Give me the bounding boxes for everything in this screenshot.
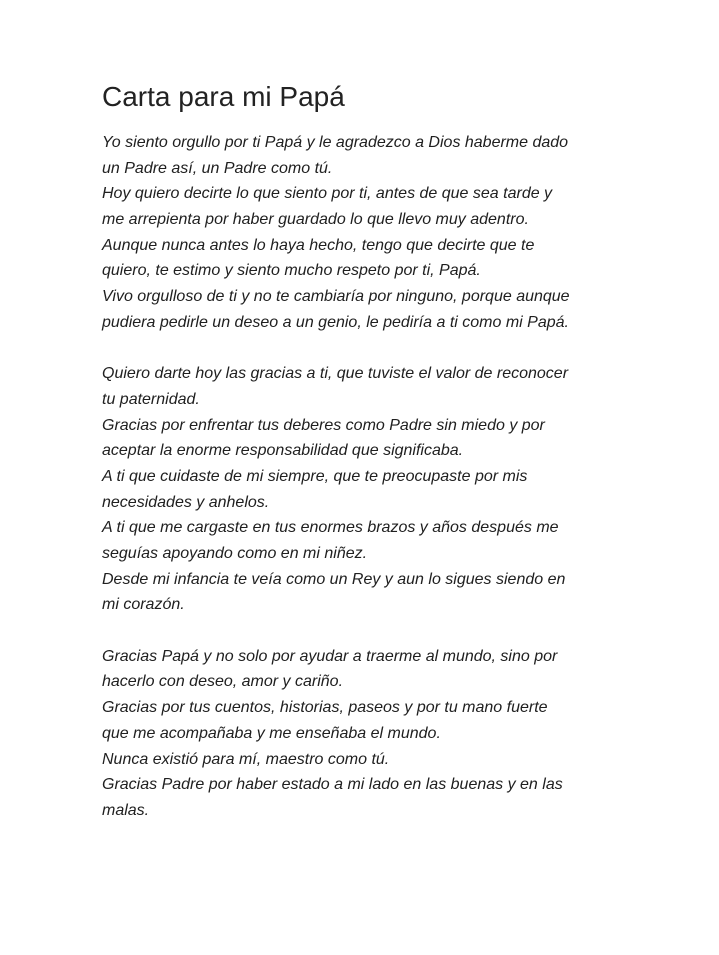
paragraph-spacer	[102, 618, 642, 644]
letter-body	[102, 130, 642, 824]
text-line: Gracias por enfrentar tus deberes como Padre sin miedo y por	[102, 416, 545, 434]
text-line: que me acompañaba y me enseñaba el mundo.	[102, 724, 441, 742]
text-line: pudiera pedirle un deseo a un genio, le pediría a ti como mi Papá.	[102, 313, 569, 331]
text-line: Yo siento orgullo por ti Papá y le agradezco a Dios haberme dado	[102, 134, 569, 151]
text-line: A ti que cuidaste de mi siempre, que te preocupaste por mis	[102, 467, 528, 485]
text-line: A ti que me cargaste en tus enormes brazos y años después me	[102, 519, 559, 537]
text-line: Gracias Padre por haber estado a mi lado en las buenas y en las	[102, 776, 563, 794]
text-line: tu paternidad.	[102, 390, 200, 408]
document-title: Carta para mi Papá	[102, 81, 345, 112]
text-line: Quiero darte hoy las gracias a ti, que tuviste el valor de reconocer	[102, 365, 569, 383]
text-line: Aunque nunca antes lo haya hecho, tengo que decirte que te	[102, 236, 535, 254]
text-line: malas.	[102, 801, 150, 819]
text-line: hacerlo con deseo, amor y cariño.	[102, 673, 344, 691]
text-line: un Padre así, un Padre como tú.	[102, 159, 333, 177]
paragraph-2	[102, 361, 642, 618]
text-line: seguías apoyando como en mi niñez.	[102, 545, 368, 562]
text-line: me arrepienta por haber guardado lo que llevo muy adentro.	[102, 211, 529, 229]
text-line: Vivo orgulloso de ti y no te cambiaría por ninguno, porque aunque	[102, 288, 570, 306]
text-line: Hoy quiero decirte lo que siento por ti, antes de que sea tarde y	[102, 185, 553, 203]
paragraph-3	[102, 644, 642, 824]
text-line: Gracias por tus cuentos, historias, paseos y por tu mano fuerte	[102, 699, 548, 717]
paragraph-1	[102, 130, 642, 336]
text-line: Gracias Papá y no solo por ayudar a traerme al mundo, sino por	[102, 647, 558, 665]
text-line: Desde mi infancia te veía como un Rey y aun lo sigues siendo en	[102, 570, 566, 588]
paragraph-spacer	[102, 336, 642, 362]
text-line: mi corazón.	[102, 596, 185, 614]
text-line: Nunca existió para mí, maestro como tú.	[102, 750, 390, 768]
text-line: necesidades y anhelos.	[102, 493, 270, 511]
text-line: quiero, te estimo y siento mucho respeto por ti, Papá.	[102, 262, 481, 280]
text-line: aceptar la enorme responsabilidad que significaba.	[102, 442, 464, 460]
